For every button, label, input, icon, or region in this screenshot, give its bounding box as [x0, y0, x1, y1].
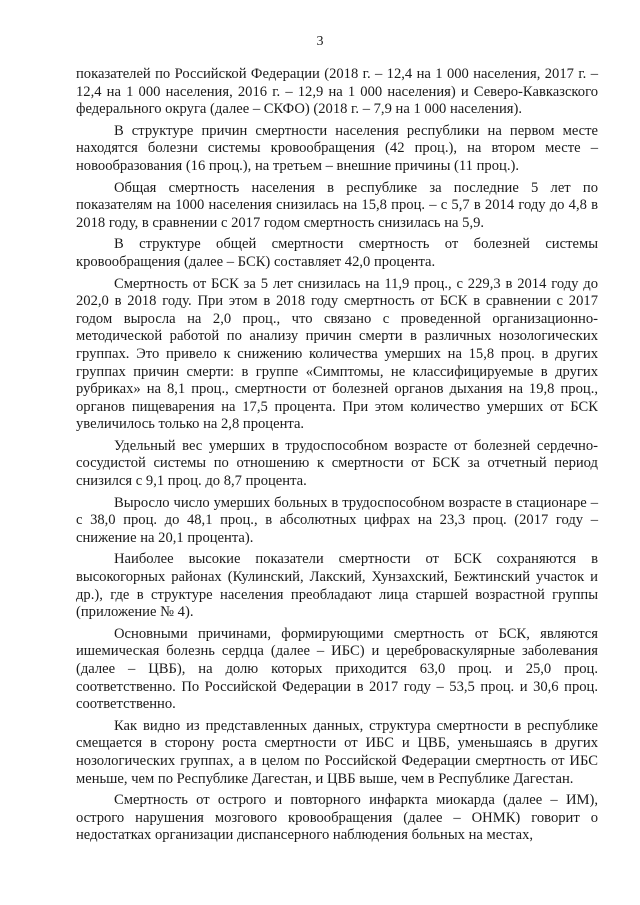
page-number: 3 — [316, 34, 324, 49]
paragraph: Смертность от БСК за 5 лет снизилась на 11,9 проц., с 229,3 в 2014 году до 202,0 в 2018 году. При этом в 2018 году смертность от БСК в сравнении с 2017 годом выросла на 2,0 проц., что связано с проведенной организационно-методической работой по анализу причин смерти в различных нозологических группах. Это привело к снижению количества умерших на 15,8 проц. в других группах причин смерти: в группе «Симптомы, не классифицируемые в других рубриках» на 8,1 проц., смертности от болезней органов дыхания на 19,8 проц., органов пищеварения на 17,5 процента. При этом количество умерших от БСК увеличилось только на 2,8 процента. — [76, 275, 598, 433]
paragraph: Как видно из представленных данных, структура смертности в республике смещается в сторону роста смертности от ИБС и ЦВБ, уменьшаясь в других нозологических группах, а в целом по Российской Федерации смертность от ИБС меньше, чем по Республике Дагестан, и ЦВБ выше, чем в Республике Дагестан. — [76, 717, 598, 787]
paragraph-continuation: показателей по Российской Федерации (2018 г. – 12,4 на 1 000 населения, 2017 г. – 12,4 на 1 000 населения, 2016 г. – 12,9 на 1 000 населения) и Северо-Кавказского федерального округа (далее – СКФО) (2018 г. – 7,9 на 1 000 населения). — [76, 66, 598, 118]
paragraph: Наиболее высокие показатели смертности от БСК сохраняются в высокогорных районах (Кулинский, Лакский, Хунзахский, Бежтинский участок и др.), где в структуре населения преобладают лица старшей возрастной группы (приложение № 4). — [76, 551, 598, 621]
paragraph: В структуре причин смертности населения республики на первом месте находятся болезни системы кровообращения (42 проц.), на втором месте – новообразования (16 проц.), на третьем – внешние причины (11 проц.). — [76, 122, 598, 174]
paragraph: Удельный вес умерших в трудоспособном возрасте от болезней сердечно-сосудистой системы по отношению к смертности от БСК за отчетный период снизился с 9,1 проц. до 8,7 процента. — [76, 437, 598, 490]
body-text — [76, 66, 598, 849]
paragraph: Общая смертность населения в республике за последние 5 лет по показателям на 1000 населения снизилась на 15,8 проц. – с 5,7 в 2014 году до 4,8 в 2018 году, в сравнении с 2017 годом смертность снизилась на 5,9. — [76, 179, 598, 231]
paragraph: В структуре общей смертности смертность от болезней системы кровообращения (далее – БСК) составляет 42,0 процента. — [76, 236, 598, 270]
paragraph: Выросло число умерших больных в трудоспособном возрасте в стационаре – с 38,0 проц. до 48,1 проц., в абсолютных цифрах на 23,3 проц. (2017 году – снижение на 20,1 процента). — [76, 494, 598, 546]
paragraph: Основными причинами, формирующими смертность от БСК, являются ишемическая болезнь сердца (далее – ИБС) и цереброваскулярные заболевания (далее – ЦВБ), на долю которых приходится 63,0 проц. и 25,0 проц. соответственно. По Российской Федерации в 2017 году – 53,5 проц. и 30,6 проц. соответственно. — [76, 625, 598, 713]
paragraph: Смертность от острого и повторного инфаркта миокарда (далее – ИМ), острого нарушения мозгового кровообращения (далее – ОНМК) говорит о недостатках организации диспансерного наблюдения больных на местах, — [76, 792, 598, 844]
